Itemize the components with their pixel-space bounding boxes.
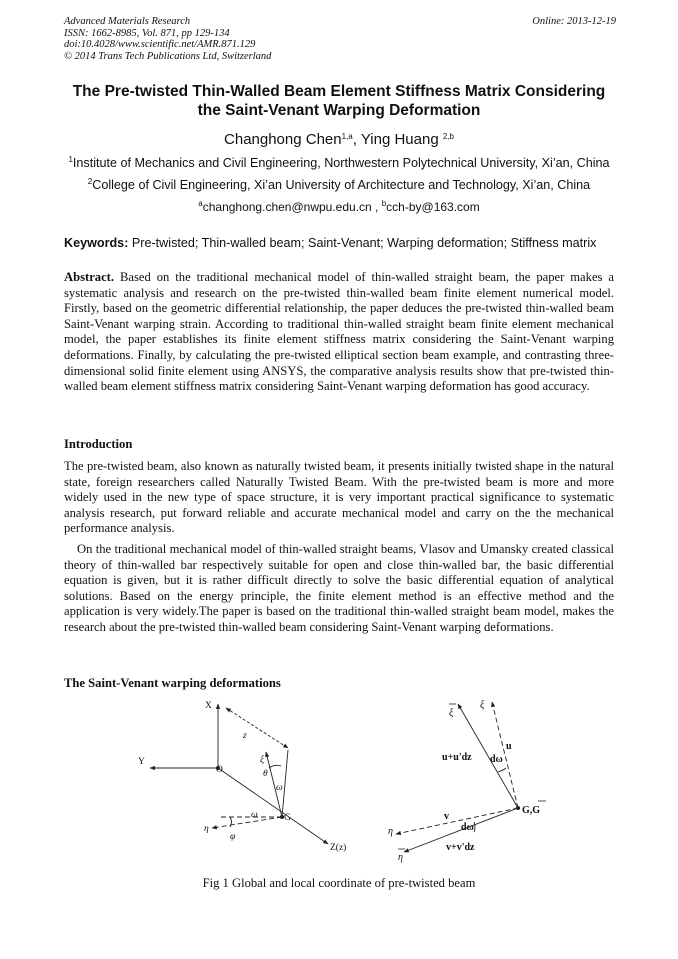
keywords — [64, 236, 596, 250]
label-phi: φ — [230, 832, 236, 842]
email-a-marker: a — [198, 199, 203, 208]
label-y: Y — [138, 757, 145, 767]
abstract — [64, 270, 614, 395]
introduction-paragraph-2: On the traditional mechanical model of thin-walled straight beams, Vlasov and Umansky created classical theory of thin-walled bar respectively suitable for open and close thin-walled bar, the basic differential equation is given, but it is rather difficult directly to solve the basic differential equation of analytical solutions. Based on the energy principle, the finite element method is an effective method and the application is very widely.The paper is based on the traditional thin-walled straight beam model, makes the research about the pre-twisted thin-walled beam considering Saint-Venant warping deformations. — [64, 542, 614, 634]
introduction-heading: Introduction — [64, 437, 133, 451]
eta-axis-dashed — [396, 808, 518, 834]
eta-local-axis — [212, 817, 282, 828]
author-1-affil: 1,a — [341, 132, 353, 141]
affiliation-2 — [30, 178, 648, 192]
title-line-1: The Pre-twisted Thin-Walled Beam Element Stiffness Matrix Considering — [72, 83, 606, 100]
title-line-2: the Saint-Venant Warping Deformation — [197, 102, 481, 119]
introduction-paragraph-1: The pre-twisted beam, also known as naturally twisted beam, it presents initially twisted shape in the natural state, foreign researchers called Naturally Twisted Beam. With the pre-twisted beam is more and more widely used in the new type of space structure, it is very important practical significance to systematic analysis research, put forward reliable and accurate mechanical model and carry on the the mechanical performance analysis. — [64, 459, 614, 536]
label-zz: Z(z) — [330, 843, 347, 853]
theta-arc — [269, 765, 281, 768]
label-z: z — [243, 731, 247, 741]
d-omega-arc-upper — [498, 768, 506, 772]
label-xi-bar: ξ — [449, 708, 454, 719]
author-list — [40, 131, 638, 148]
label-g: G — [284, 813, 291, 823]
author-1: Changhong Chen — [224, 131, 342, 148]
email-a[interactable]: changhong.chen@nwpu.edu.cn — [202, 200, 372, 214]
label-v: v — [444, 811, 449, 822]
author-emails — [30, 200, 648, 214]
email-separator: , — [371, 200, 382, 214]
label-g-right: G,G — [522, 805, 541, 816]
figure-left-labels — [138, 701, 346, 853]
affiliation-2-text: College of Civil Engineering, Xi’an University of Architecture and Technology, Xi’an, China — [92, 178, 591, 192]
label-omega-2: ω — [251, 810, 258, 820]
d-omega-arc-lower — [474, 822, 475, 832]
label-u: u — [506, 741, 512, 752]
figure-right-labels — [388, 700, 546, 863]
journal-header — [64, 16, 271, 62]
label-xi-right: ξ — [480, 700, 485, 711]
affiliation-1-marker: 1 — [68, 155, 73, 164]
figure-left-diagram — [150, 704, 328, 844]
label-xi: ξ — [260, 755, 265, 765]
author-2: Ying Huang — [360, 131, 443, 148]
copyright-line: © 2014 Trans Tech Publications Ltd, Switzerland — [64, 50, 272, 62]
figure-1-caption: Fig 1 Global and local coordinate of pre-twisted beam — [202, 876, 476, 890]
figure-1 — [100, 692, 580, 872]
affiliation-1-text: Institute of Mechanics and Civil Engineering, Northwestern Polytechnical University, Xi’an, China — [72, 156, 610, 170]
label-u-du: u+u'dz — [442, 752, 472, 763]
label-d-omega-2: dω — [461, 822, 474, 833]
label-d-omega-1: dω — [490, 754, 503, 765]
abstract-text: Based on the traditional mechanical model of thin-walled straight beam, the paper makes a systematic analysis and research on the pre-twisted thin-walled beam finite element numerical model. Firstly, based on the geometric differential relationship, the paper deduces the pre-twisted thin-walled beam Saint-Venant warping strain. According to traditional thin-walled straight beam finite element mechanical model, the paper establishes its finite element stiffness matrix considering the Saint-Venant warping deformations. Finally, by calculating the pre-twisted elliptical section beam example, and contrasting three-dimensional solid finite element using ANSYS, the comparative analysis results show that pre-twisted thin-walled beam element stiffness matrix considering Saint-Venant warping deformation has good accuracy. — [64, 270, 614, 394]
node-point — [516, 806, 519, 809]
label-o: O — [216, 765, 223, 775]
label-omega-1: ω — [276, 783, 283, 793]
label-theta: θ — [263, 769, 268, 779]
z-dimension-line — [226, 708, 288, 748]
keywords-label: Keywords: — [64, 236, 129, 250]
label-eta-right: η — [388, 826, 393, 837]
journal-name: Advanced Materials Research — [64, 16, 191, 27]
label-eta: η — [204, 824, 209, 834]
affiliation-1 — [30, 156, 648, 170]
label-eta-bar: η — [398, 852, 403, 863]
affiliation-2-marker: 2 — [87, 177, 93, 186]
saint-venant-heading: The Saint-Venant warping deformations — [64, 676, 281, 690]
label-x: X — [205, 701, 212, 711]
label-v-dv: v+v'dz — [446, 842, 475, 853]
paper-title — [40, 82, 638, 120]
online-date: Online: 2013-12-19 — [532, 16, 616, 27]
doi-line: doi:10.4028/www.scientific.net/AMR.871.129 — [64, 39, 256, 51]
keywords-text: Pre-twisted; Thin-walled beam; Saint-Venant; Warping deformation; Stiffness matrix — [128, 236, 597, 250]
email-b-marker: b — [381, 199, 387, 208]
abstract-label: Abstract. — [64, 270, 115, 284]
omega-line — [282, 750, 288, 817]
author-separator: , — [352, 131, 361, 148]
email-b[interactable]: cch-by@163.com — [386, 200, 480, 214]
figure-right-diagram — [396, 702, 520, 852]
issn-line: ISSN: 1662-8985, Vol. 871, pp 129-134 — [64, 27, 230, 39]
author-2-affil: 2,b — [442, 132, 454, 141]
